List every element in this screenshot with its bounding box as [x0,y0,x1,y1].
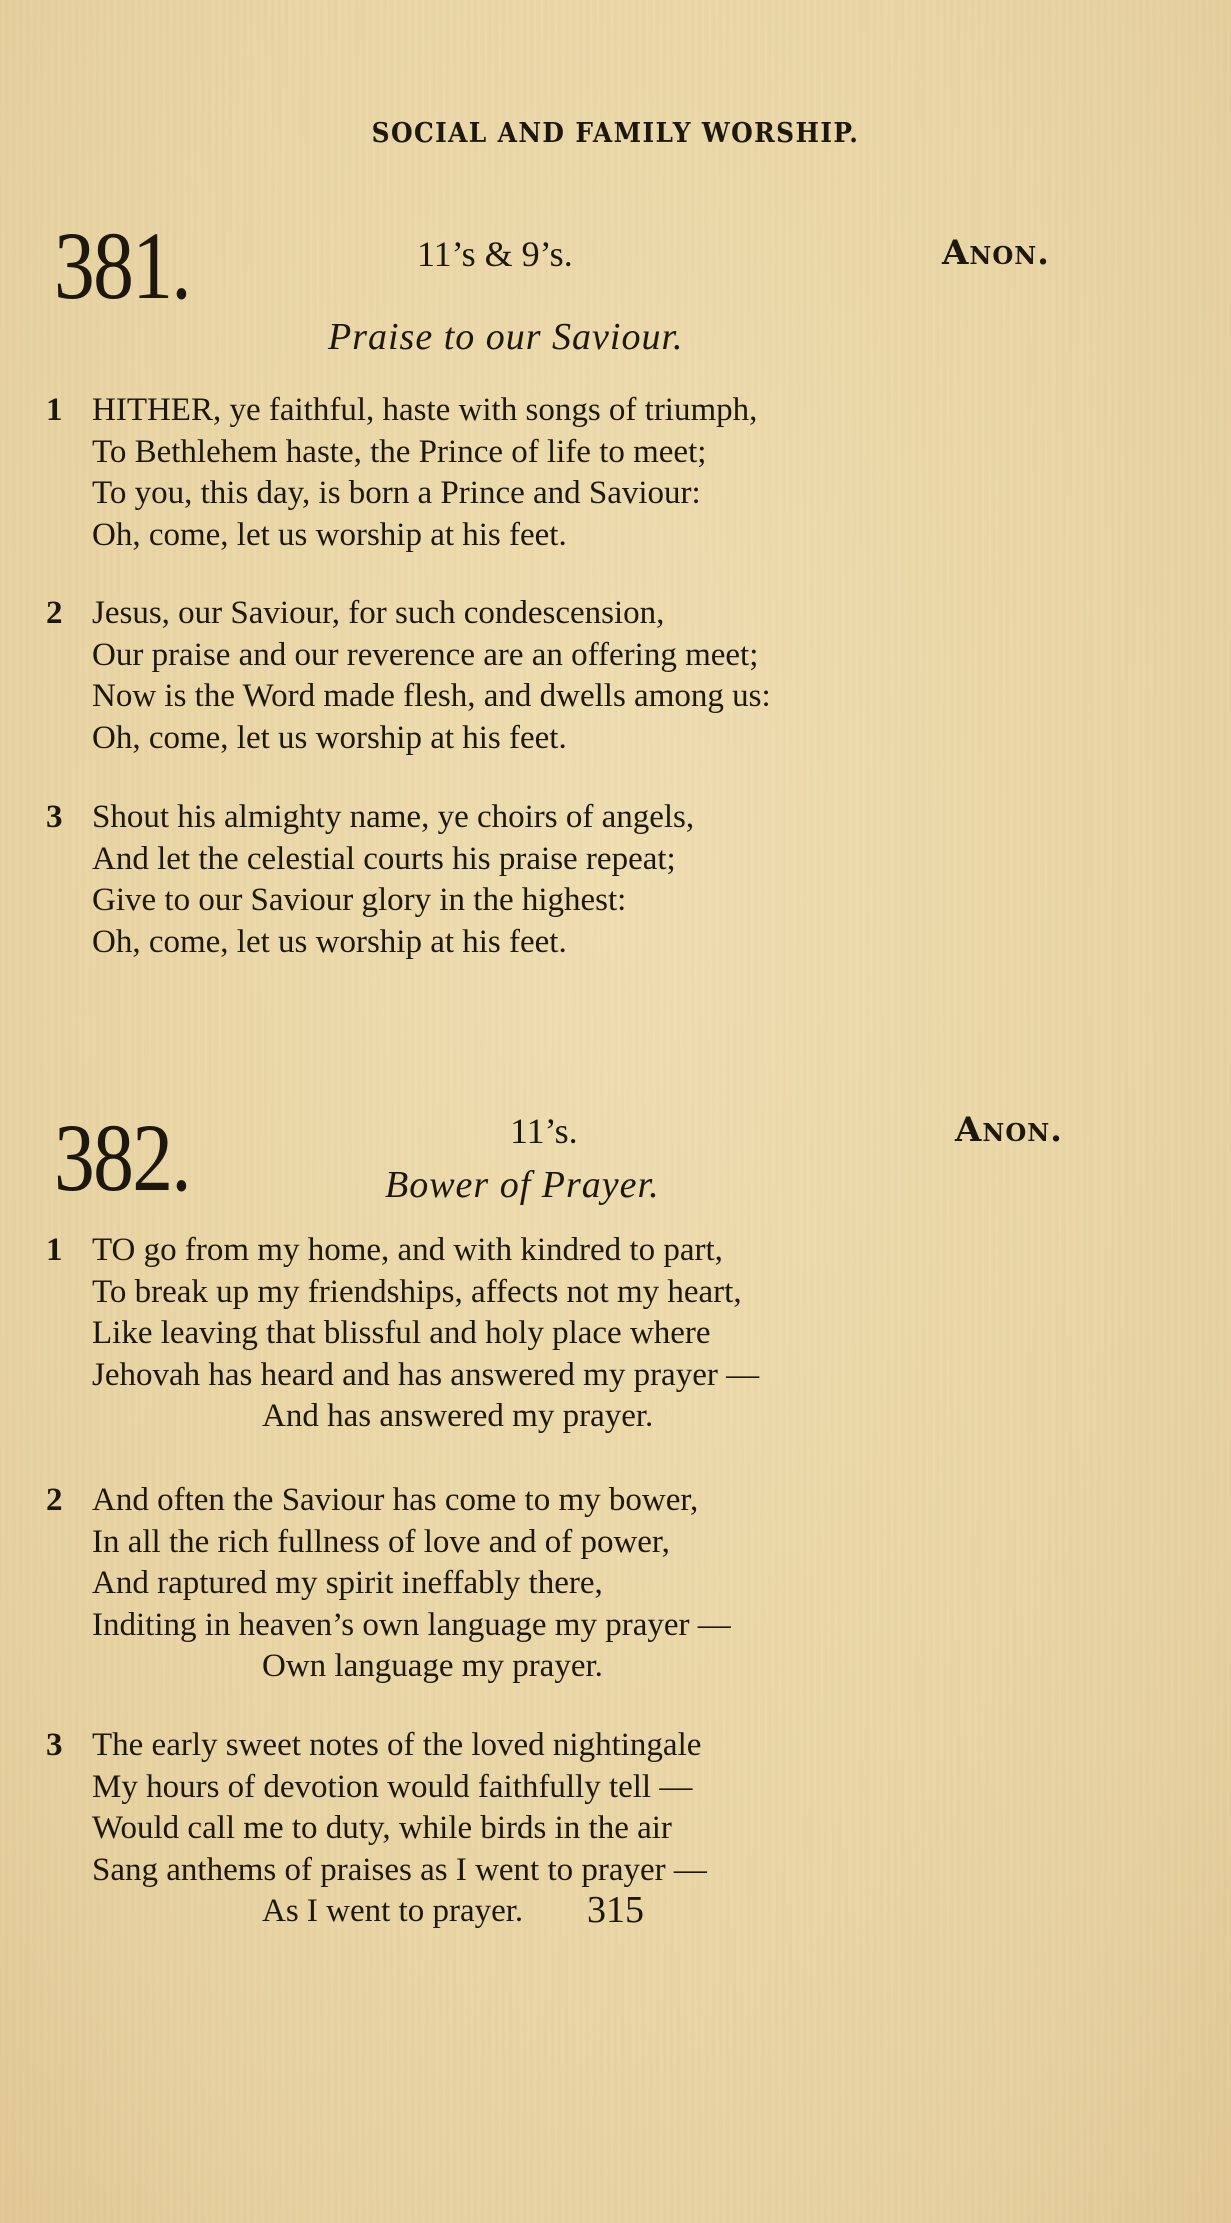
verse-line: Our praise and our reverence are an offering meet; [92,636,759,673]
verse-line: Now is the Word made flesh, and dwells among us: [92,678,771,714]
hymn-number: 381. [54,212,190,319]
verse-refrain: And has answered my prayer. [262,1398,654,1434]
verse-line: To break up my friendships, affects not my heart, [92,1273,742,1310]
verse-line: Like leaving that blissful and holy place where [92,1315,711,1351]
verse-line: Give to our Saviour glory in the highest: [92,882,627,918]
verse-line [46,1725,707,1767]
verse-line: To you, this day, is born a Prince and Saviour: [92,475,701,511]
verse-line [46,797,694,839]
hymn-meter: 11’s & 9’s. [417,234,573,274]
verse-line: Oh, come, let us worship at his feet. [92,923,567,960]
hymn-381-verse-1 [46,390,757,556]
hymn-author: Anon. [955,1110,1063,1150]
verse-line [46,1230,759,1272]
verse-refrain: As I went to prayer. [262,1893,524,1929]
verse-line: To Bethlehem haste, the Prince of life to meet; [92,433,707,470]
verse-number: 3 [46,1727,63,1763]
verse-number: 1 [46,1232,63,1268]
verse-line-text: And often the Saviour has come to my bower, [92,1482,699,1518]
hymn-author: Anon. [942,233,1050,273]
verse-line-text: The early sweet notes of the loved nightingale [92,1727,702,1763]
verse-line [46,593,771,635]
verse-line [46,390,757,432]
hymn-382-verse-1 [46,1230,759,1438]
running-head: SOCIAL AND FAMILY WORSHIP. [371,118,860,149]
verse-line: Oh, come, let us worship at his feet. [92,719,567,756]
verse-refrain: Own language my prayer. [262,1648,603,1684]
hymn-meter: 11’s. [510,1111,578,1151]
verse-line: And let the celestial courts his praise repeat; [92,840,676,877]
verse-line [46,1480,731,1522]
verse-line: Inditing in heaven’s own language my prayer — [92,1606,731,1643]
hymn-381-verse-3 [46,797,694,963]
hymn-title: Praise to our Saviour. [328,316,684,358]
hymn-title: Bower of Prayer. [385,1164,660,1206]
page-number: 315 [587,1889,644,1931]
verse-line: And raptured my spirit ineffably there, [92,1565,603,1601]
verse-number: 2 [46,1482,63,1518]
verse-line-text: Jesus, our Saviour, for such condescension, [92,595,665,631]
verse-number: 2 [46,595,63,631]
verse-line: In all the rich fullness of love and of power, [92,1523,670,1560]
verse-line: Sang anthems of praises as I went to prayer — [92,1851,707,1888]
hymn-381-verse-2 [46,593,771,759]
verse-line-text: TO go from my home, and with kindred to part, [92,1232,723,1268]
verse-line: Oh, come, let us worship at his feet. [92,516,567,553]
verse-line: My hours of devotion would faithfully tell — [92,1768,693,1805]
verse-line-text: Shout his almighty name, ye choirs of angels, [92,799,695,835]
verse-line-text: HITHER, ye faithful, haste with songs of triumph, [92,392,758,428]
verse-number: 3 [46,799,63,835]
hymn-number: 382. [54,1104,190,1211]
hymn-382-verse-2 [46,1480,731,1688]
verse-number: 1 [46,392,63,428]
verse-line: Jehovah has heard and has answered my prayer — [92,1356,760,1393]
verse-line: Would call me to duty, while birds in the air [92,1810,672,1846]
